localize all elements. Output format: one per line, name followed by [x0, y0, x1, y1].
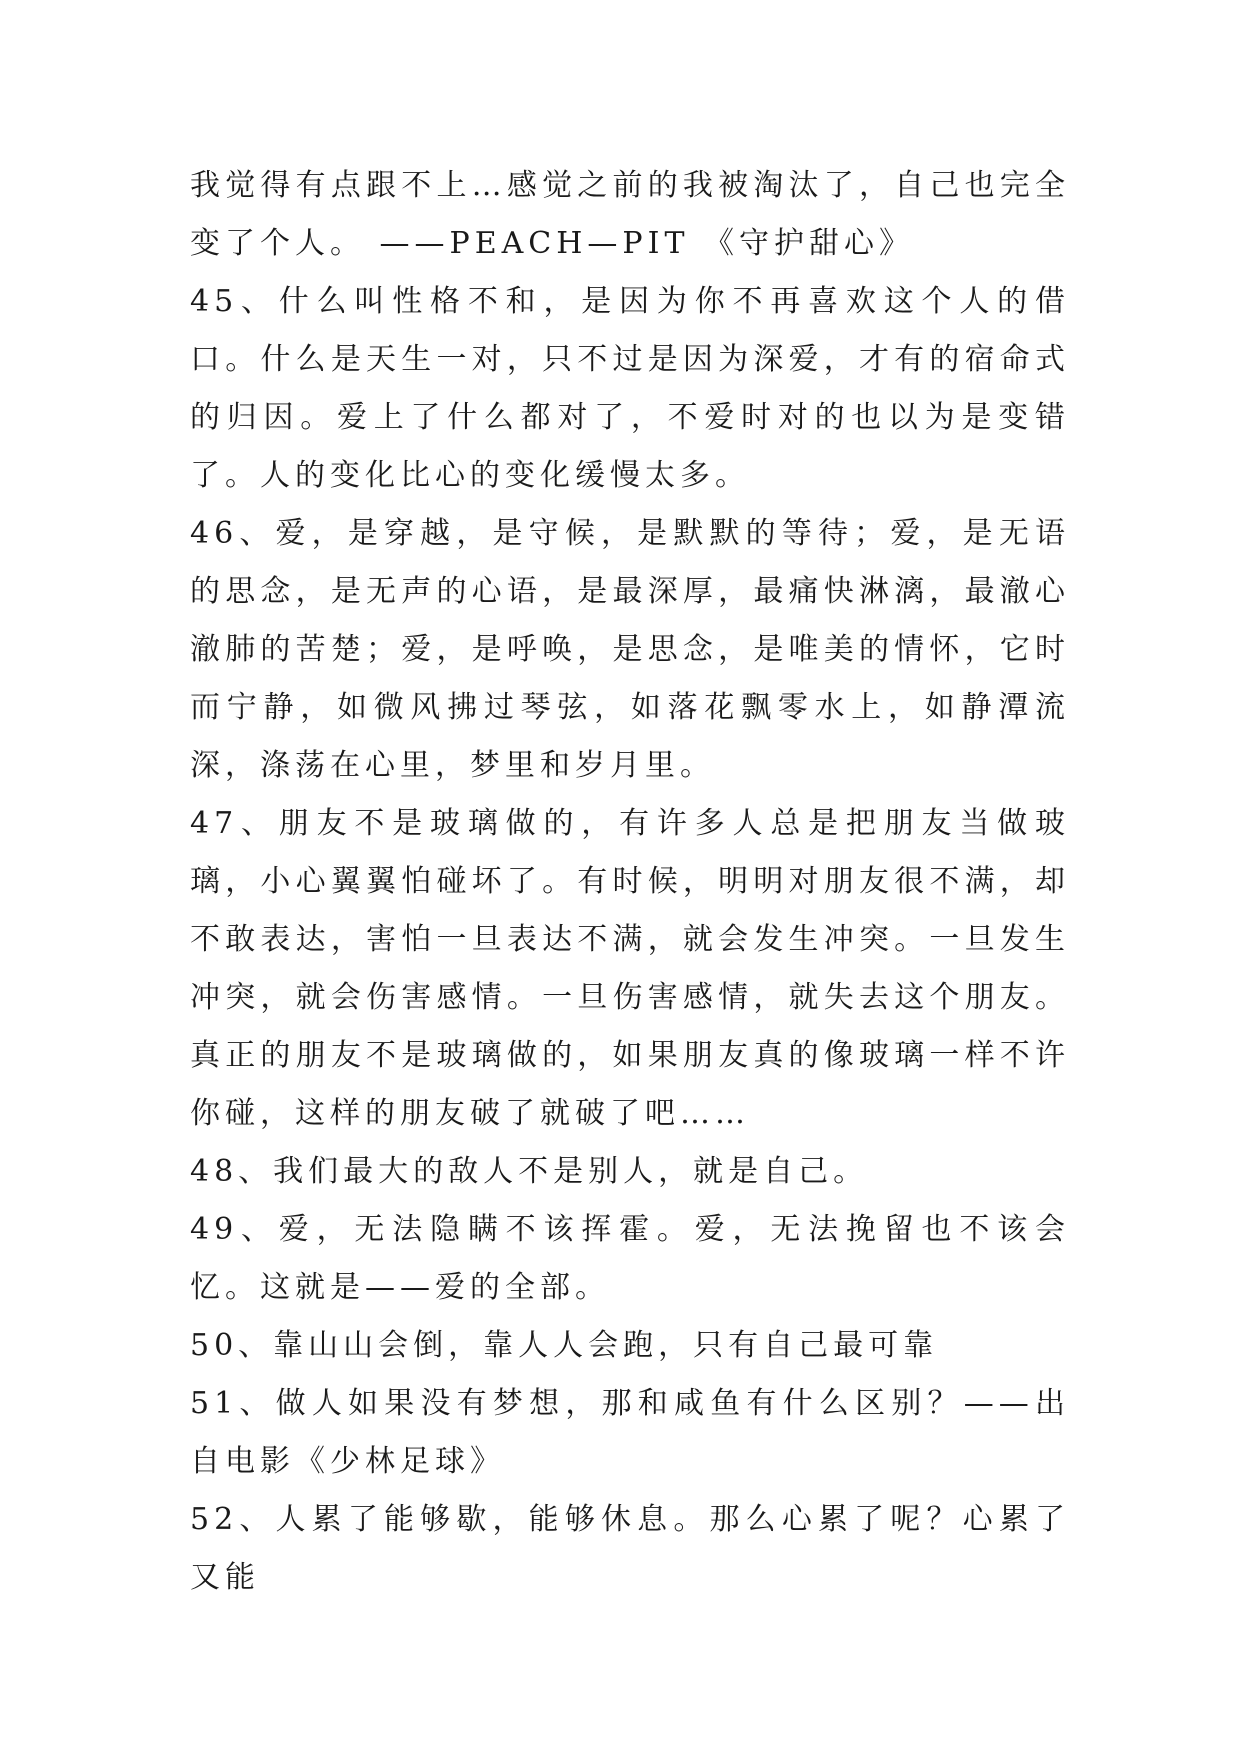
paragraph-52: 52、人累了能够歇，能够休息。那么心累了呢？心累了又能	[190, 1502, 1070, 1595]
paragraph-46: 46、爱，是穿越，是守候，是默默的等待；爱，是无语的思念，是无声的心语，是最深厚，最痛快淋漓，最澈心澈肺的苦楚；爱，是呼唤，是思念，是唯美的情怀，它时而宁静，如微风拂过琴弦，如落花飘零水上，如静潭流深，涤荡在心里，梦里和岁月里。	[190, 516, 1070, 783]
paragraph-49: 49、爱，无法隐瞒不该挥霍。爱，无法挽留也不该会忆。这就是——爱的全部。	[190, 1212, 1070, 1305]
paragraph-45: 45、什么叫性格不和，是因为你不再喜欢这个人的借口。什么是天生一对，只不过是因为深爱，才有的宿命式的归因。爱上了什么都对了，不爱时对的也以为是变错了。人的变化比心的变化缓慢太多。	[190, 284, 1070, 493]
paragraph-47: 47、朋友不是玻璃做的，有许多人总是把朋友当做玻璃，小心翼翼怕碰坏了。有时候，明明对朋友很不满，却不敢表达，害怕一旦表达不满，就会发生冲突。一旦发生冲突，就会伤害感情。一旦伤害感情，就失去这个朋友。真正的朋友不是玻璃做的，如果朋友真的像玻璃一样不许你碰，这样的朋友破了就破了吧……	[190, 806, 1070, 1131]
document-body	[190, 157, 1070, 1607]
paragraph-quote-peach-pit: 我觉得有点跟不上…感觉之前的我被淘汰了，自己也完全变了个人。 ——PEACH—PIT 《守护甜心》	[190, 168, 1070, 261]
paragraph-48: 48、我们最大的敌人不是别人，就是自己。	[190, 1154, 869, 1189]
paragraph-50: 50、靠山山会倒，靠人人会跑，只有自己最可靠	[190, 1328, 939, 1363]
paragraph-51: 51、做人如果没有梦想，那和咸鱼有什么区别？——出自电影《少林足球》	[190, 1386, 1070, 1479]
